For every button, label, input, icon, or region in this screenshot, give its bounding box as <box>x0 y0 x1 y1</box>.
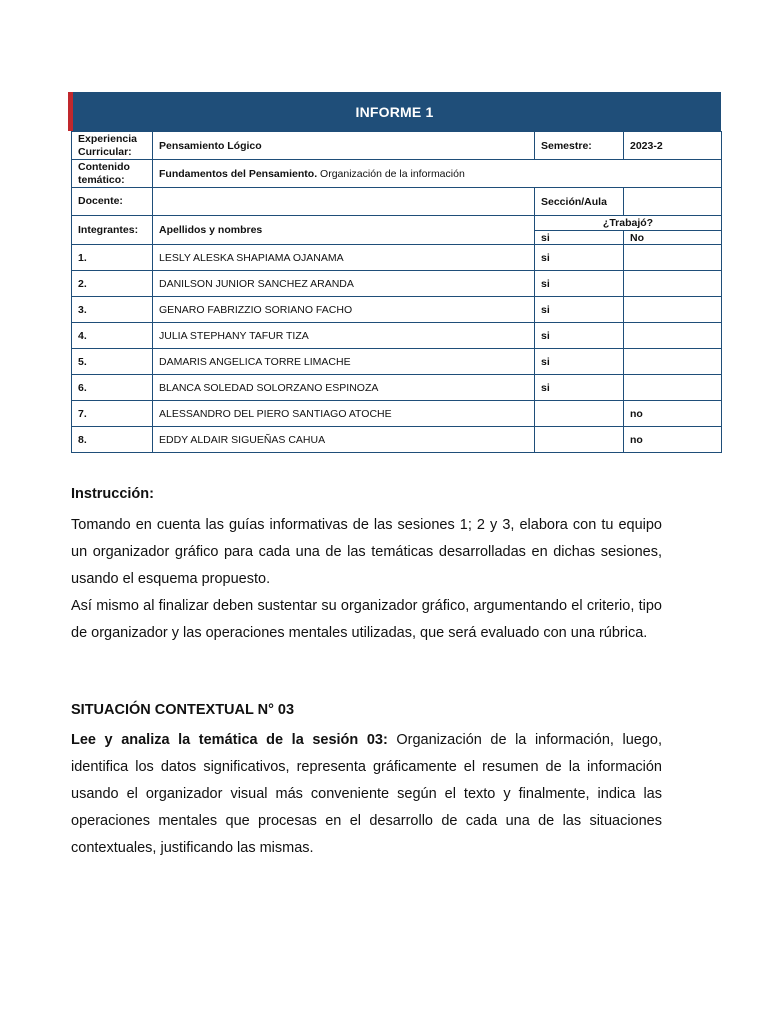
contenido-label: Contenido temático: <box>72 160 153 188</box>
member-number: 1. <box>72 245 153 271</box>
member-si: si <box>535 297 624 323</box>
contenido-value-rest: Organización de la información <box>317 167 465 180</box>
member-number: 4. <box>72 323 153 349</box>
member-name: LESLY ALESKA SHAPIAMA OJANAMA <box>153 245 535 271</box>
member-name: DAMARIS ANGELICA TORRE LIMACHE <box>153 349 535 375</box>
contenido-row <box>72 160 722 188</box>
header-red-accent <box>68 92 73 131</box>
integrantes-label: Integrantes: <box>72 216 153 245</box>
member-si: si <box>535 245 624 271</box>
member-si <box>535 427 624 453</box>
member-no <box>624 271 722 297</box>
report-header-bar <box>68 92 721 131</box>
apellidos-label: Apellidos y nombres <box>153 216 535 245</box>
member-row <box>72 349 722 375</box>
member-number: 7. <box>72 401 153 427</box>
report-title: INFORME 1 <box>355 103 434 120</box>
member-no <box>624 375 722 401</box>
situacion-heading: SITUACIÓN CONTEXTUAL N° 03 <box>71 702 295 718</box>
instruccion-paragraph-1: Tomando en cuenta las guías informativas de las sesiones 1; 2 y 3, elabora con tu equipo un organizador gráfico para cada una de las temáticas desarrolladas en dichas sesiones, usando el esquema propuesto. <box>71 517 662 587</box>
member-name: JULIA STEPHANY TAFUR TIZA <box>153 323 535 349</box>
instruccion-heading: Instrucción: <box>71 486 154 502</box>
trabajo-label: ¿Trabajó? <box>535 216 722 231</box>
member-number: 6. <box>72 375 153 401</box>
member-no <box>624 349 722 375</box>
member-no <box>624 245 722 271</box>
member-number: 8. <box>72 427 153 453</box>
member-name: DANILSON JUNIOR SANCHEZ ARANDA <box>153 271 535 297</box>
no-column-header: No <box>624 231 722 245</box>
member-row <box>72 401 722 427</box>
member-si <box>535 401 624 427</box>
member-row <box>72 323 722 349</box>
member-no <box>624 323 722 349</box>
docente-value <box>153 188 535 216</box>
semestre-value: 2023-2 <box>624 132 722 160</box>
semestre-label: Semestre: <box>535 132 624 160</box>
situacion-paragraph <box>71 727 662 862</box>
member-si: si <box>535 271 624 297</box>
experiencia-value: Pensamiento Lógico <box>153 132 535 160</box>
member-row <box>72 375 722 401</box>
member-no <box>624 297 722 323</box>
situacion-body: Organización de la información, luego, identifica los datos significativos, representa gráficamente el resumen de la información usando el organizador visual más conveniente según el texto y finalmente, indica las operaciones mentales que procesas en el desarrollo de cada una de las situaciones contextuales, justificando las mismas. <box>71 732 662 856</box>
seccion-label: Sección/Aula <box>535 188 624 216</box>
member-row <box>72 245 722 271</box>
seccion-value <box>624 188 722 216</box>
member-si: si <box>535 323 624 349</box>
contenido-value-bold: Fundamentos del Pensamiento. <box>159 167 318 180</box>
member-number: 2. <box>72 271 153 297</box>
contenido-value <box>153 160 722 188</box>
integrantes-header-row <box>72 216 722 231</box>
member-no: no <box>624 401 722 427</box>
member-row <box>72 271 722 297</box>
si-column-header: si <box>535 231 624 245</box>
docente-label: Docente: <box>72 188 153 216</box>
member-si: si <box>535 375 624 401</box>
member-row <box>72 297 722 323</box>
experiencia-label: Experiencia Curricular: <box>72 132 153 160</box>
instruccion-paragraph-2: Así mismo al finalizar deben sustentar su organizador gráfico, argumentando el criterio, tipo de organizador y las operaciones mentales utilizadas, que será evaluado con una rúbrica. <box>71 598 662 641</box>
member-name: BLANCA SOLEDAD SOLORZANO ESPINOZA <box>153 375 535 401</box>
experiencia-row <box>72 132 722 160</box>
member-number: 5. <box>72 349 153 375</box>
docente-row <box>72 188 722 216</box>
report-info-table <box>71 131 722 453</box>
member-name: GENARO FABRIZZIO SORIANO FACHO <box>153 297 535 323</box>
situacion-lead: Lee y analiza la temática de la sesión 03: <box>71 732 388 748</box>
member-number: 3. <box>72 297 153 323</box>
member-name: ALESSANDRO DEL PIERO SANTIAGO ATOCHE <box>153 401 535 427</box>
member-name: EDDY ALDAIR SIGUEÑAS CAHUA <box>153 427 535 453</box>
member-si: si <box>535 349 624 375</box>
member-no: no <box>624 427 722 453</box>
member-row <box>72 427 722 453</box>
